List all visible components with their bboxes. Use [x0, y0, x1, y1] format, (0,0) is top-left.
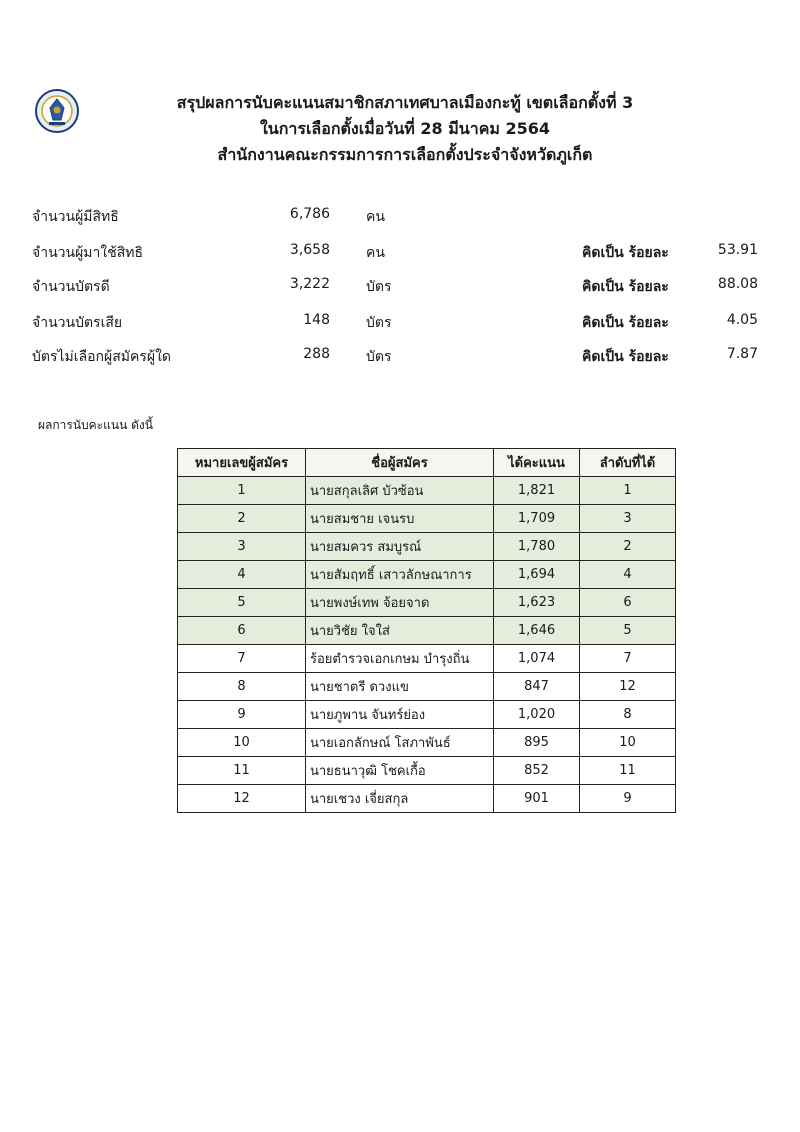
stat-percent-value: 7.87 — [726, 346, 758, 362]
table-header-row — [178, 449, 676, 477]
candidate-name: นายเอกลักษณ์ โสภาพันธ์ — [306, 729, 494, 757]
candidate-number: 4 — [178, 561, 306, 589]
candidate-name: ร้อยตำรวจเอกเกษม บำรุงถิ่น — [306, 645, 494, 673]
stat-percent-value: 88.08 — [717, 276, 758, 292]
candidate-rank: 12 — [580, 673, 676, 701]
candidate-rank: 2 — [580, 533, 676, 561]
stat-percent-value: 53.91 — [717, 242, 758, 258]
candidate-votes: 847 — [494, 673, 580, 701]
candidate-votes: 1,709 — [494, 505, 580, 533]
stat-percent-label: คิดเป็น ร้อยละ — [582, 279, 669, 295]
election-commission-seal-icon — [34, 88, 80, 134]
stat-label: บัตรไม่เลือกผู้สมัครผู้ใด — [32, 349, 172, 365]
candidate-number: 5 — [178, 589, 306, 617]
header-votes: ได้คะแนน — [494, 449, 580, 477]
stat-percent-label: คิดเป็น ร้อยละ — [582, 315, 669, 331]
candidate-name: นายภูพาน จันทร์ย่อง — [306, 701, 494, 729]
candidate-number: 9 — [178, 701, 306, 729]
table-row — [178, 561, 676, 589]
table-row — [178, 729, 676, 757]
stat-value: 3,222 — [289, 276, 330, 292]
candidate-name: นายสกุลเลิศ บัวซ้อน — [306, 477, 494, 505]
candidate-number: 7 — [178, 645, 306, 673]
stat-eligible-voters — [0, 206, 800, 232]
candidate-name: นายเชวง เจี่ยสกุล — [306, 785, 494, 813]
candidate-rank: 6 — [580, 589, 676, 617]
stat-label: จำนวนผู้มาใช้สิทธิ — [32, 245, 144, 261]
stat-no-vote-ballots — [0, 346, 800, 372]
candidate-number: 2 — [178, 505, 306, 533]
table-row — [178, 785, 676, 813]
candidate-rank: 1 — [580, 477, 676, 505]
title-line-2: ในการเลือกตั้งเมื่อวันที่ 28 มีนาคม 2564 — [259, 119, 551, 138]
stat-label: จำนวนบัตรดี — [32, 279, 110, 295]
candidate-rank: 9 — [580, 785, 676, 813]
candidate-name: นายพงษ์เทพ จ้อยจาด — [306, 589, 494, 617]
candidate-rank: 10 — [580, 729, 676, 757]
candidate-votes: 1,074 — [494, 645, 580, 673]
table-row — [178, 673, 676, 701]
stat-label: จำนวนผู้มีสิทธิ — [32, 209, 119, 225]
candidate-rank: 11 — [580, 757, 676, 785]
stat-valid-ballots — [0, 276, 800, 302]
stat-unit: คน — [366, 245, 385, 261]
results-table — [177, 448, 676, 813]
title-line-3: สำนักงานคณะกรรมการการเลือกตั้งประจำจังหวัดภูเก็ต — [217, 145, 593, 164]
candidate-rank: 4 — [580, 561, 676, 589]
stat-label: จำนวนบัตรเสีย — [32, 315, 123, 331]
stat-percent-label: คิดเป็น ร้อยละ — [582, 349, 669, 365]
candidate-name: นายสมควร สมบูรณ์ — [306, 533, 494, 561]
document-title — [90, 90, 720, 168]
candidate-name: นายธนาวุฒิ โชคเกื้อ — [306, 757, 494, 785]
candidate-name: นายชาตรี ดวงแข — [306, 673, 494, 701]
candidate-votes: 1,020 — [494, 701, 580, 729]
stat-value: 288 — [303, 346, 330, 362]
candidate-number: 11 — [178, 757, 306, 785]
candidate-number: 6 — [178, 617, 306, 645]
header-candidate-number: หมายเลขผู้สมัคร — [178, 449, 306, 477]
stat-unit: บัตร — [366, 279, 392, 295]
candidate-votes: 1,821 — [494, 477, 580, 505]
table-row — [178, 645, 676, 673]
table-row — [178, 589, 676, 617]
candidate-number: 8 — [178, 673, 306, 701]
candidate-number: 1 — [178, 477, 306, 505]
candidate-votes: 852 — [494, 757, 580, 785]
candidate-rank: 8 — [580, 701, 676, 729]
table-row — [178, 533, 676, 561]
stat-invalid-ballots — [0, 312, 800, 338]
table-row — [178, 505, 676, 533]
candidate-number: 12 — [178, 785, 306, 813]
candidate-votes: 1,694 — [494, 561, 580, 589]
title-line-1: สรุปผลการนับคะแนนสมาชิกสภาเทศบาลเมืองกะทู้ เขตเลือกตั้งที่ 3 — [176, 93, 634, 112]
table-row — [178, 477, 676, 505]
candidate-votes: 1,623 — [494, 589, 580, 617]
candidate-votes: 895 — [494, 729, 580, 757]
candidate-name: นายสัมฤทธิ์ เสาวลักษณาการ — [306, 561, 494, 589]
candidate-votes: 1,780 — [494, 533, 580, 561]
results-intro: ผลการนับคะแนน ดังนี้ — [38, 418, 153, 432]
table-row — [178, 701, 676, 729]
header-rank: ลำดับที่ได้ — [580, 449, 676, 477]
stat-unit: คน — [366, 209, 385, 225]
candidate-name: นายวิชัย ใจใส่ — [306, 617, 494, 645]
table-row — [178, 617, 676, 645]
stat-voters-turnout — [0, 242, 800, 268]
candidate-rank: 3 — [580, 505, 676, 533]
candidate-votes: 1,646 — [494, 617, 580, 645]
table-row — [178, 757, 676, 785]
stat-value: 3,658 — [289, 242, 330, 258]
stat-unit: บัตร — [366, 349, 392, 365]
stat-value: 148 — [303, 312, 330, 328]
candidate-votes: 901 — [494, 785, 580, 813]
stat-percent-value: 4.05 — [726, 312, 758, 328]
candidate-name: นายสมชาย เจนรบ — [306, 505, 494, 533]
stat-percent-label: คิดเป็น ร้อยละ — [582, 245, 669, 261]
candidate-rank: 7 — [580, 645, 676, 673]
header-candidate-name: ชื่อผู้สมัคร — [306, 449, 494, 477]
stat-unit: บัตร — [366, 315, 392, 331]
candidate-number: 10 — [178, 729, 306, 757]
candidate-rank: 5 — [580, 617, 676, 645]
stat-value: 6,786 — [289, 206, 330, 222]
candidate-number: 3 — [178, 533, 306, 561]
